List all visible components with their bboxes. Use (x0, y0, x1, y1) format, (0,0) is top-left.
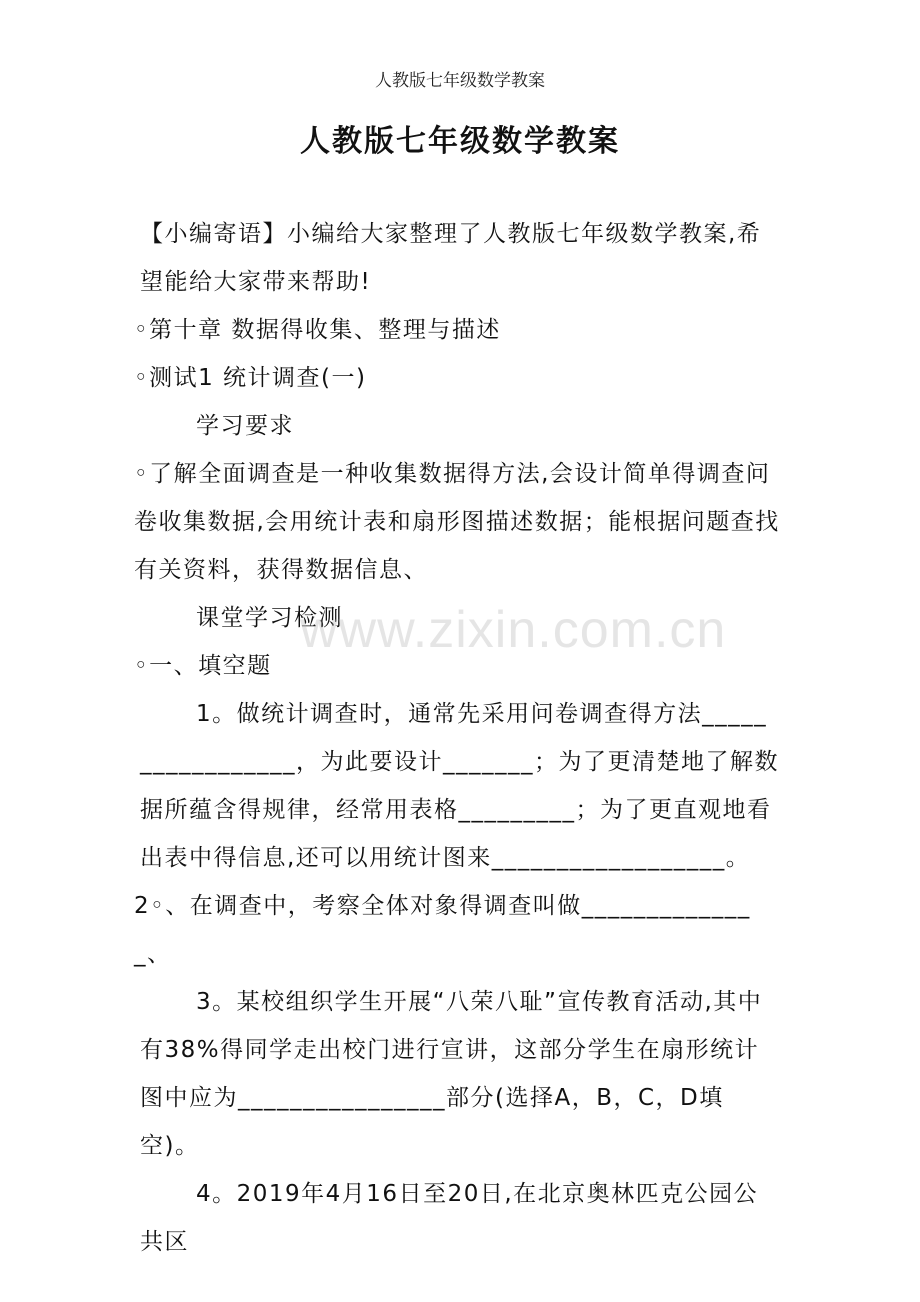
watermark: www.zixin.com.cn (300, 601, 727, 659)
learning-requirements-text: ◦了解全面调查是一种收集数据得方法,会设计简单得调查问卷收集数据,会用统计表和扇形图描述数据；能根据问题查找有关资料，获得数据信息、 (134, 461, 780, 583)
fill-in-blank-heading: ◦一、填空题 (134, 653, 272, 679)
learning-requirements-heading: 学习要求 (196, 413, 294, 439)
test-heading: ◦测试1 统计调查(一) (134, 365, 367, 391)
page-header: 人教版七年级数学教案 (375, 71, 545, 91)
classroom-check-heading: 课堂学习检测 (196, 605, 343, 631)
question-2: 2◦、在调查中，考察全体对象得调查叫做______________、 (134, 893, 751, 967)
question-4: 4。2019年4月16日至20日,在北京奥林匹克公园公共区 (140, 1181, 759, 1255)
chapter-heading: ◦第十章 数据得收集、整理与描述 (134, 317, 501, 343)
question-3: 3。某校组织学生开展“八荣八耻”宣传教育活动,其中有38%得同学走出校门进行宣讲，这部分学生在扇形统计图中应为________________部分(选择A，B，C，D填空)。 (140, 989, 763, 1159)
editor-note-paragraph: 【小编寄语】小编给大家整理了人教版七年级数学教案,希望能给大家带来帮助! (140, 221, 762, 295)
document-title: 人教版七年级数学教案 (300, 124, 620, 159)
question-1: 1。做统计调查时，通常先采用问卷调查得方法_________________，为此要设计_______；为了更清楚地了解数据所蕴含得规律，经常用表格_________；为了更直观地看出表中得信息,还可以用统计图来__________________。 (140, 701, 779, 871)
document-body (134, 210, 780, 1266)
